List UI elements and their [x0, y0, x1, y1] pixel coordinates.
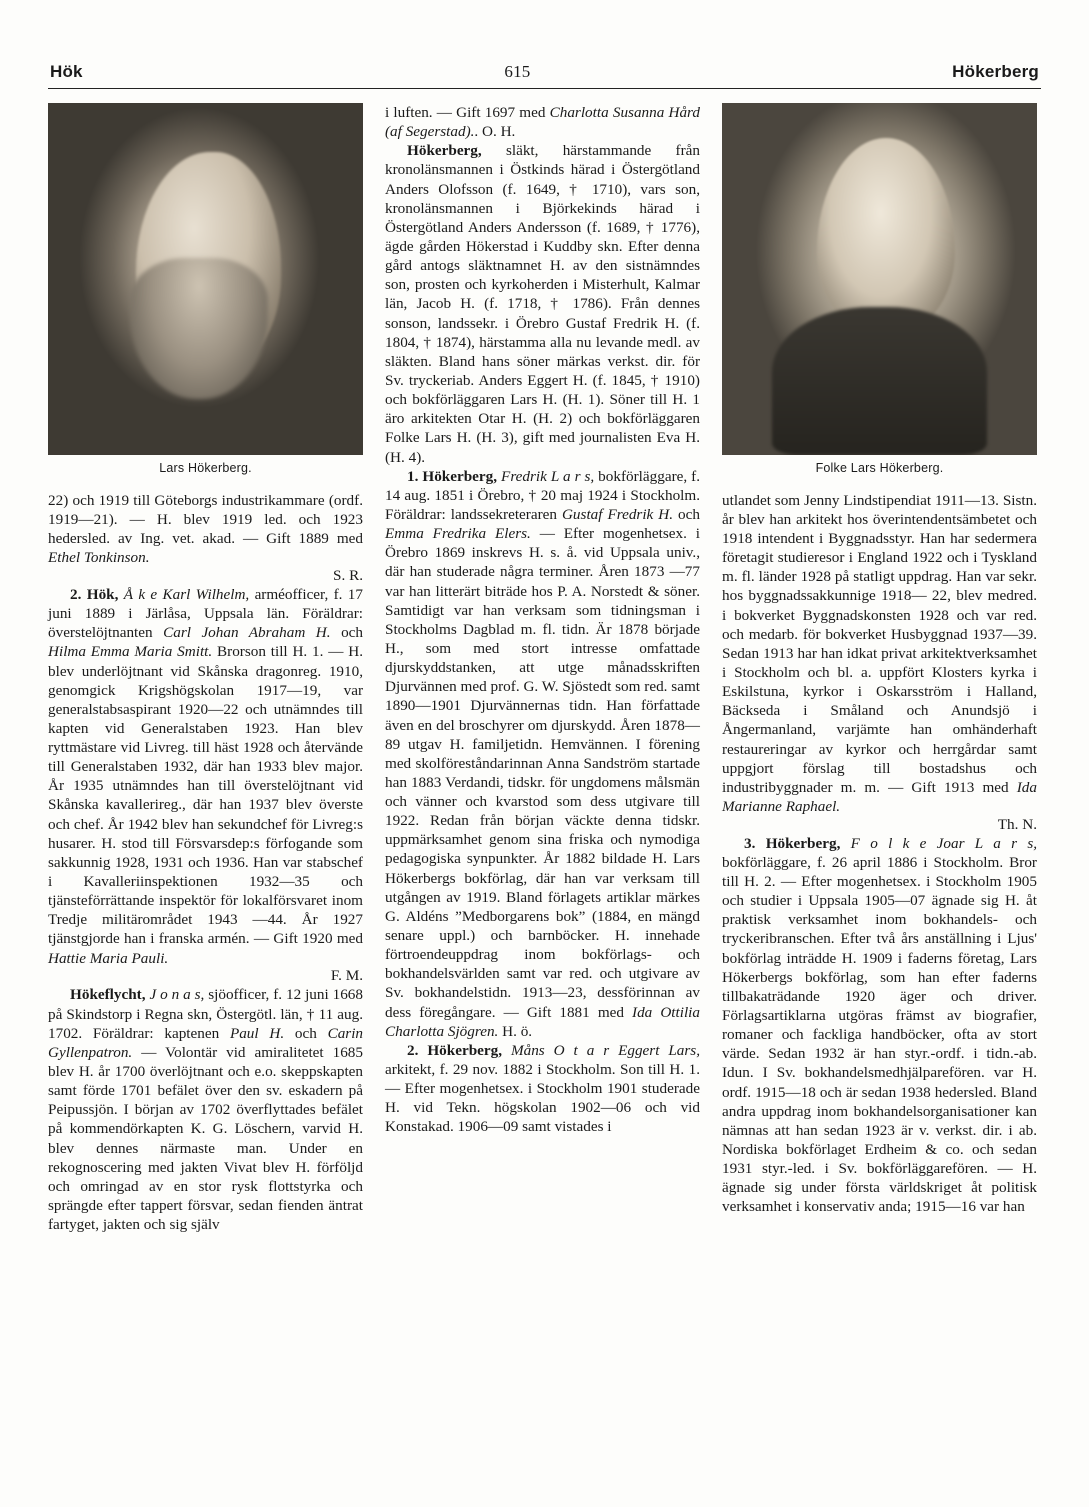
column-right — [722, 103, 1037, 1393]
entry-headword: 1. Hökerberg, — [407, 467, 498, 485]
figure-caption: Folke Lars Hökerberg. — [815, 461, 944, 475]
entry-hokerberg-family: Hökerberg, släkt, härstammande från kronolänsmannen i Östkinds härad i Östergötland Anders Olofsson (f. 1649, † 1710), vars son, kronolänsmannen i Björkekinds härad i Östergötland Anders Andersson (f. 1689, † 1776), ägde gården Hökerstad i Kuddby skn. Efter denna gård antogs släktnamnet H. av den sistnämndes son, prosten och kyrkoherden i Misterhult, Kalmar län, Jacob H. (f. 1718, † 1786). Från dennes sonson, landssekr. i Örebro Gustaf Fredrik H. (f. 1804, † 1874), härstamma alla nu levande medl. av släkten. Bland hans söner märkas verkst. dir. för Sv. tryckeriab. Anders Eggert H. (f. 1845, † 1910) och bokförläggaren Lars H. (H. 1). Söner till H. 1 äro arkitekten Otar H. (H. 2) och bokförläggaren Folke Lars H. (H. 3), gift med journalisten Eva H. (H. 4). — [385, 142, 700, 466]
signature: F. M. — [330, 967, 363, 985]
portrait-folke-lars-hokerberg — [722, 103, 1037, 455]
entry-headword: 3. Hökerberg, — [744, 834, 841, 852]
paragraph: utlandet som Jenny Lindstipendiat 1911—13. Sistn. år blev han arkitekt hos överintendentsämbetet och 1918 intendent i Byggnadsstyr. Han har sedermera företagit studieresor i England 1922 och i Tyskland m. fl. länder 1928 på statligt uppdrag. Han var sekr. hos byggnadssakkunnige 1918— 22, blev medred. i bokverket Byggnadskonsten 1928 och var red. och medarb. för bokverket Husbyggnad 1937—39. Sedan 1913 har han idkat privat arkitektverksamhet i Stockholm och bl. a. uppfört Klosters kyrka i Eskilstuna, kyrkor i Oskarsström i Halland, Bäckseda i Småland och Anundsjö i Ångermanland, varjämte han omhänderhaft restaureringar av kyrkor och herrgårdar samt uppgjort förslag till bostadshus och industribyggnader m. m. — Gift 1913 med Ida Marianne Raphael. Th. N. — [722, 491, 1037, 833]
figure-folke-lars-hokerberg — [722, 103, 1037, 485]
signature: H. ö. — [502, 1022, 533, 1040]
running-head — [48, 62, 1041, 88]
entry-hokerberg-3: 3. Hökerberg, F o l k e Joar L a r s, bokförläggare, f. 26 april 1886 i Stockholm. Bror till H. 2. — Efter mogenhetsex. i Stockholm 1905 och studier i Uppsala 1905—07 ägnade sig H. åt praktisk verksamhet inom bokhandels- och tryckeribranschen. Efter två års anställning i Ljus' bokförlag inträdde H. 1909 i faderns företag, Lars Hökerbergs bokförlag, som han efter faderns tillbakaträdande 1920 äger och driver. Förlagsartiklarna utgöras främst av biografier, romaner och fackliga handböcker, ofta av stort värde. Sedan 1932 är han styr.-ordf. i tidn.-ab. Idun. I Sv. bokhandelsmedhjälparefören. var H. ordf. 1915—18 och är sedan 1938 hedersled. Bland andra uppdrag inom bokhandelsorganisationer kan nämnas att han sedan 1923 är v. verkst. dir. i ab. Nordiska bokförlaget Erdheim & co. och sedan 1931 styr.-led. i Sv. bokförläggarefören. — H. ägnade sig under första världskriget åt politisk verksamhet i konservativ anda; 1915—16 var han — [722, 834, 1038, 1216]
entry-hokerberg-1: 1. Hökerberg, Fredrik L a r s, bokförläggare, f. 14 aug. 1851 i Örebro, † 20 maj 1924 i Stockholm. Föräldrar: landssekreteraren Gustaf Fredrik H. och Emma Fredrika Elers. — Efter mogenhetsex. i Örebro 1869 inskrevs H. s. å. vid Uppsala univ., där han studerade några terminer. Åren 1873 —77 var han litterärt biträde hos P. A. Norstedt & söner. Samtidigt var han verksam som tidningsman i Stockholms Dagblad m. fl. tidn. Är 1878 började H., som med stort intresse omfattade djurskyddstanken, att utge månadsskriften Djurvännen med prof. G. W. Sjöstedt som red. samt 1890—1901 Djurvännernas tidn. Han författade även en del broschyrer om djurskydd. Åren 1878—89 utgav H. familjetidn. Hemvännen. I förening med skolföreståndarinnan Anna Sandström startade han 1883 Verdandi, tidskr. för ungdomens målsmän och vänner och kvarstod som dess utgivare till 1922. Redan från början väckte denna tidskr. uppmärksamhet genom sina friska och nymodiga pedagogiska synpunkter. År 1882 bildade H. Lars Hökerbergs bokförlag, där han var verksam till utgången av 1919. Bland förlagets artiklar märkes G. Aldéns ”Medborgarens bok” (1884, en mängd senare uppl.) och barnböcker. H. innehade förtroendeuppdrag inom bokförlags- och bokhandelsvärlden samt var red. och utgivare av Sv. bokhandelstidn. 1913—23, dessförinnan av dess föregångare. — Gift 1881 med Ida Ottilia Charlotta Sjögren. H. ö. — [385, 467, 701, 1040]
signature: O. H. — [482, 123, 516, 141]
entry-hokerberg-2: 2. Hökerberg, Måns O t a r Eggert Lars, arkitekt, f. 29 nov. 1882 i Stockholm. Son till H. 1. — Efter mogenhetsex. i Stockholm 1901 studerade H. vid Tekn. högskolan 1902—06 och vid Konstakad. 1906—09 samt vistades i — [385, 1041, 701, 1136]
signature: Th. N. — [997, 815, 1037, 833]
page-number: 615 — [504, 62, 531, 81]
entry-hok-2: 2. Hök, Å k e Karl Wilhelm, arméofficer, f. 17 juni 1889 i Järlåsa, Uppsala län. Föräldrar: överstelöjtnanten Carl Johan Abraham H. och Hilma Emma Maria Smitt. Brorson till H. 1. — H. blev underlöjtnant vid Skånska dragonreg. 1910, genomgick Krigshögskolan 1917—19, var generalstabsaspirant 1920—22 och utnämndes till kapten vid Generalstaben 1923. Han blev ryttmästare vid Livreg. till häst 1928 och återvände till Generalstaben 1932, där han 1933 blev major. År 1935 utnämndes han till överstelöjtnant vid Skånska kavallerireg., där han 1937 blev överste och chef. År 1942 blev han sekundchef för Livreg:s husarer. H. stod till Försvarsdep:s förfogande som sakkunnig 1928, 1931 och 1936. Han var stabschef i Kavalleriinspektionen 1932—35 och tjänsteförrättande inspektör för lokalförsvaret inom Tredje militärområdet 1943 —44. År 1927 tjänstgjorde han i franska armén. — Gift 1920 med Hattie Maria Pauli. F. M. — [48, 585, 364, 985]
running-head-right: Hökerberg — [952, 62, 1039, 81]
body-columns — [48, 103, 1041, 1393]
figure-lars-hokerberg — [48, 103, 363, 485]
paragraph: 22) och 1919 till Göteborgs industrikammare (ordf. 1919—21). — H. blev 1919 led. och 1923 hedersled. av Ing. vet. akad. — Gift 1889 med Ethel Tonkinson. S. R. — [48, 491, 363, 584]
entry-headword: 2. Hökerberg, — [407, 1041, 503, 1059]
entry-headword: Hökerberg, — [407, 142, 482, 160]
entry-headword: 2. Hök, — [70, 585, 119, 603]
paragraph: i luften. — Gift 1697 med Charlotta Susanna Hård (af Segerstad).. O. H. — [385, 104, 700, 141]
figure-caption: Lars Hökerberg. — [159, 461, 252, 475]
entry-hokeflycht: Hökeflycht, J o n a s, sjöofficer, f. 12 juni 1668 på Skindstorp i Regna skn, Östergötl. län, † 11 aug. 1702. Föräldrar: kaptenen Paul H. och Carin Gyllenpatron. — Volontär vid amiralitetet 1685 blev H. år 1700 överlöjtnant och e.o. skeppskapten samt förde 1701 befälet över den sv. eskadern på Peipussjön. I början av 1702 överflyttades befälet på kommendörkapten K. G. Löschern, varvid H. blev dennes närmaste man. Under en rekognoscering med jakten Vivat blev H. förföljd och omringad av en stor rysk flottstyrka och sprängde efter tappert försvar, sedan fienden äntrat fartyget, jakten och sig själv — [48, 986, 364, 1234]
header-divider — [48, 88, 1041, 89]
signature: S. R. — [333, 566, 363, 584]
column-left — [48, 103, 363, 1393]
running-head-left: Hök — [50, 62, 83, 81]
entry-headword: Hökeflycht, — [70, 986, 146, 1004]
portrait-lars-hokerberg — [48, 103, 363, 455]
column-middle — [385, 103, 700, 1393]
